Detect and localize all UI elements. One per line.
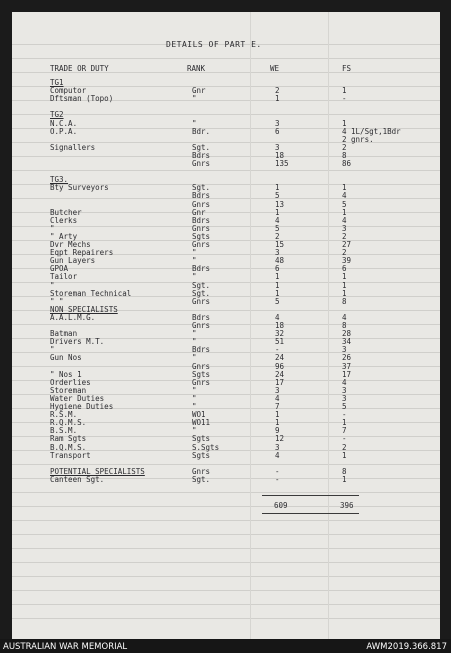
cell-we: -: [275, 345, 280, 355]
cell-we: 4: [275, 393, 280, 403]
cell-fs: 1: [342, 288, 347, 298]
rule-line: [12, 198, 440, 199]
cell-rank: Sgts: [192, 434, 211, 444]
cell-fs: 1: [342, 183, 347, 193]
column-header-we: WE: [270, 64, 280, 73]
cell-fs: 2: [342, 231, 347, 241]
cell-fs: 3: [342, 345, 347, 355]
rule-line: [12, 58, 440, 59]
column-header-fs: FS: [342, 64, 352, 73]
cell-rank: ": [192, 329, 197, 339]
cell-we: 24: [275, 369, 285, 379]
cell-trade: Bty Surveyors: [50, 183, 109, 193]
cell-fs: 8: [342, 466, 347, 476]
document-page: [12, 12, 440, 640]
cell-we: 4: [275, 312, 280, 322]
cell-we: -: [275, 474, 280, 484]
cell-we: 1: [275, 183, 280, 193]
rule-line: [12, 268, 440, 269]
cell-we: 1: [275, 207, 280, 217]
cell-rank: Sgt.: [192, 183, 211, 193]
rule-line: [12, 156, 440, 157]
rule-line: [12, 534, 440, 535]
cell-rank: Gnrs: [192, 377, 211, 387]
cell-rank: Bdrs: [192, 150, 211, 160]
cell-trade: " ": [50, 296, 64, 306]
cell-trade: Eqpt Repairers: [50, 248, 114, 258]
cell-trade: Dvr Mechs: [50, 240, 91, 249]
cell-trade: N.C.A.: [50, 118, 78, 128]
cell-trade: Transport: [50, 450, 91, 460]
cell-rank: Gnr: [192, 86, 206, 96]
cell-fs: 34: [342, 337, 352, 347]
cell-rank: Sgt.: [192, 474, 211, 484]
cell-we: 2: [275, 231, 280, 241]
rule-line: [12, 492, 440, 493]
cell-rank: Sgt.: [192, 288, 211, 298]
cell-rank: ": [192, 337, 197, 347]
cell-fs: 39: [342, 256, 352, 266]
cell-trade: Ram Sgts: [50, 434, 87, 444]
cell-rank: ": [192, 118, 197, 128]
cell-we: 24: [275, 353, 285, 363]
rule-line: [12, 282, 440, 283]
cell-trade: GPOA: [50, 264, 69, 274]
cell-fs: 28: [342, 329, 352, 339]
cell-fs: 4: [342, 377, 347, 387]
cell-fs: 2: [342, 248, 347, 258]
cell-fs: 1: [342, 474, 347, 484]
cell-trade: B.S.M.: [50, 426, 78, 436]
cell-rank: Sgts: [192, 450, 211, 460]
cell-fs: -: [342, 410, 347, 420]
cell-we: 135: [275, 159, 289, 168]
total-rule: [262, 495, 359, 496]
cell-rank: ": [192, 94, 197, 104]
cell-fs: 2 gnrs.: [342, 134, 374, 144]
rule-line: [12, 548, 440, 549]
cell-trade: Signallers: [50, 142, 96, 152]
cell-we: 1: [275, 280, 280, 290]
cell-we: 1: [275, 418, 280, 428]
cell-fs: 17: [342, 369, 352, 379]
cell-we: -: [275, 466, 280, 476]
cell-fs: 1: [342, 450, 347, 460]
cell-rank: ": [192, 426, 197, 436]
cell-rank: Gnrs: [192, 361, 211, 371]
cell-rank: WO11: [192, 418, 211, 428]
cell-fs: 1: [342, 272, 347, 282]
cell-rank: ": [192, 385, 197, 395]
cell-fs: 27: [342, 240, 352, 249]
cell-rank: ": [192, 353, 197, 363]
cell-trade: ": [50, 345, 55, 355]
cell-we: 7: [275, 402, 280, 411]
cell-trade: Butcher: [50, 207, 82, 217]
cell-we: 48: [275, 256, 285, 266]
cell-trade: R.S.M.: [50, 410, 78, 420]
cell-we: 6: [275, 264, 280, 274]
cell-fs: 7: [342, 426, 347, 436]
cell-rank: Bdrs: [192, 345, 211, 355]
cell-trade: ": [50, 223, 55, 233]
cell-trade: Tailor: [50, 272, 78, 282]
cell-we: 12: [275, 434, 285, 444]
column-header-trade: TRADE OR DUTY: [50, 64, 109, 73]
cell-we: 96: [275, 361, 285, 371]
cell-we: 15: [275, 240, 285, 249]
cell-rank: Sgt.: [192, 142, 211, 152]
cell-rank: ": [192, 402, 197, 411]
cell-rank: Gnrs: [192, 223, 211, 233]
cell-we: 17: [275, 377, 285, 387]
cell-trade: Storeman: [50, 385, 87, 395]
cell-trade: B.Q.M.S.: [50, 442, 87, 452]
cell-trade: Computor: [50, 86, 87, 96]
cell-trade: Gun Layers: [50, 256, 96, 266]
rule-line: [12, 324, 440, 325]
cell-rank: Sgt.: [192, 280, 211, 290]
cell-trade: " Arty: [50, 231, 78, 241]
cell-fs: 4: [342, 312, 347, 322]
total-fs: 396: [340, 501, 354, 510]
rule-line: [12, 562, 440, 563]
cell-we: 6: [275, 126, 280, 136]
cell-rank: Gnrs: [192, 159, 211, 168]
cell-fs: 8: [342, 150, 347, 160]
cell-trade: NON SPECIALISTS: [50, 304, 118, 314]
cell-rank: Gnr: [192, 207, 206, 217]
cell-rank: Gnrs: [192, 240, 211, 249]
cell-trade: TG1: [50, 78, 64, 87]
cell-we: 1: [275, 272, 280, 282]
cell-we: 1: [275, 94, 280, 104]
cell-fs: 1: [342, 280, 347, 290]
cell-fs: 6: [342, 264, 347, 274]
cell-we: 4: [275, 450, 280, 460]
cell-trade: Drivers M.T.: [50, 337, 105, 347]
cell-fs: 3: [342, 393, 347, 403]
cell-we: 3: [275, 248, 280, 258]
cell-rank: Sgts: [192, 231, 211, 241]
cell-trade: TG2: [50, 110, 64, 120]
cell-rank: ": [192, 272, 197, 282]
rule-line: [12, 114, 440, 115]
cell-we: 18: [275, 150, 285, 160]
cell-trade: Gun Nos: [50, 353, 82, 363]
rule-line: [12, 366, 440, 367]
cell-fs: 2: [342, 142, 347, 152]
cell-fs: 4 1L/Sgt,1Bdr: [342, 126, 401, 136]
rule-line: [12, 576, 440, 577]
cell-fs: 1: [342, 118, 347, 128]
cell-we: 32: [275, 329, 285, 339]
cell-rank: Gnrs: [192, 199, 211, 209]
cell-rank: S.Sgts: [192, 442, 220, 452]
footer-bar: [0, 639, 451, 653]
cell-fs: 86: [342, 159, 352, 168]
cell-trade: POTENTIAL SPECIALISTS: [50, 466, 145, 476]
cell-we: 2: [275, 86, 280, 96]
cell-trade: A.A.L.M.G.: [50, 312, 96, 322]
cell-fs: 2: [342, 442, 347, 452]
cell-rank: Bdrs: [192, 264, 211, 274]
cell-rank: Bdrs: [192, 312, 211, 322]
cell-we: 9: [275, 426, 280, 436]
cell-fs: 1: [342, 418, 347, 428]
cell-trade: Storeman Technical: [50, 288, 132, 298]
cell-trade: TG3.: [50, 175, 69, 185]
cell-we: 13: [275, 199, 285, 209]
cell-fs: -: [342, 94, 347, 104]
rule-line: [12, 170, 440, 171]
cell-rank: ": [192, 256, 197, 266]
cell-trade: O.P.A.: [50, 126, 78, 136]
cell-rank: Bdr.: [192, 126, 211, 136]
cell-fs: 1: [342, 86, 347, 96]
cell-fs: 3: [342, 385, 347, 395]
rule-line: [12, 604, 440, 605]
cell-trade: Orderlies: [50, 377, 91, 387]
cell-rank: ": [192, 393, 197, 403]
cell-we: 4: [275, 215, 280, 225]
cell-we: 18: [275, 321, 285, 330]
cell-fs: 5: [342, 199, 347, 209]
rule-line: [12, 226, 440, 227]
cell-we: 3: [275, 142, 280, 152]
total-we: 609: [274, 501, 288, 510]
cell-rank: Gnrs: [192, 466, 211, 476]
cell-trade: Hygiene Duties: [50, 402, 114, 411]
cell-trade: Batman: [50, 329, 78, 339]
cell-fs: 3: [342, 223, 347, 233]
footer-credit: AUSTRALIAN WAR MEMORIAL: [3, 642, 128, 652]
cell-rank: Sgts: [192, 369, 211, 379]
total-underline: [262, 513, 359, 514]
cell-trade: Dftsman (Topo): [50, 94, 114, 104]
cell-trade: ": [50, 280, 55, 290]
cell-we: 3: [275, 442, 280, 452]
cell-rank: Bdrs: [192, 215, 211, 225]
rule-line: [12, 464, 440, 465]
cell-fs: 5: [342, 402, 347, 411]
cell-rank: Gnrs: [192, 321, 211, 330]
rule-line: [328, 12, 329, 640]
cell-trade: Canteen Sgt.: [50, 474, 105, 484]
cell-fs: 37: [342, 361, 352, 371]
cell-we: 51: [275, 337, 285, 347]
page-title: DETAILS OF PART E.: [166, 40, 262, 49]
cell-rank: Bdrs: [192, 191, 211, 201]
cell-rank: Gnrs: [192, 296, 211, 306]
cell-we: 1: [275, 288, 280, 298]
rule-line: [250, 12, 251, 640]
cell-rank: WO1: [192, 410, 206, 420]
cell-fs: 8: [342, 296, 347, 306]
footer-accession: AWM2019.366.817: [366, 642, 447, 652]
cell-we: 3: [275, 385, 280, 395]
rule-line: [12, 506, 440, 507]
rule-line: [12, 590, 440, 591]
cell-fs: 4: [342, 191, 347, 201]
cell-trade: Clerks: [50, 215, 78, 225]
cell-trade: Water Duties: [50, 393, 105, 403]
rule-line: [12, 520, 440, 521]
cell-we: 5: [275, 223, 280, 233]
cell-we: 3: [275, 118, 280, 128]
cell-trade: R.Q.M.S.: [50, 418, 87, 428]
cell-we: 1: [275, 410, 280, 420]
rule-line: [12, 618, 440, 619]
cell-we: 5: [275, 191, 280, 201]
cell-fs: 8: [342, 321, 347, 330]
column-header-rank: RANK: [187, 64, 206, 73]
cell-fs: -: [342, 434, 347, 444]
cell-rank: ": [192, 248, 197, 258]
cell-fs: 26: [342, 353, 352, 363]
cell-we: 5: [275, 296, 280, 306]
cell-fs: 1: [342, 207, 347, 217]
cell-trade: " Nos 1: [50, 369, 82, 379]
cell-fs: 4: [342, 215, 347, 225]
